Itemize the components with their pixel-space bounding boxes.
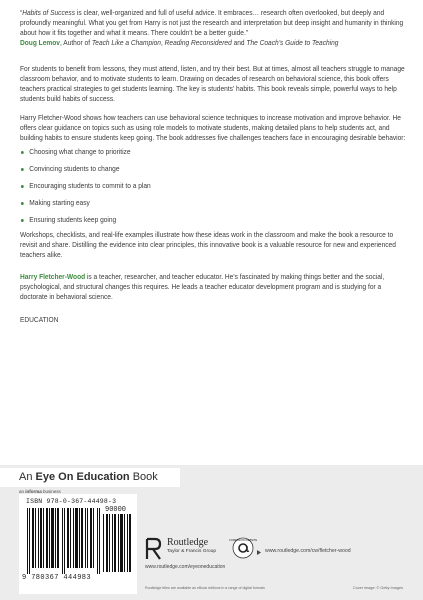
arrow-right-icon <box>256 549 263 556</box>
author-bio <box>20 272 408 302</box>
isbn-addon-text: 90000 <box>105 506 127 514</box>
informa-label: an informa business <box>19 489 61 494</box>
ebook-note: Routledge titles are available as eBook editions in a range of digital formats <box>145 586 265 590</box>
routledge-logo-icon <box>145 537 163 561</box>
list-item: Convincing students to change <box>20 164 408 181</box>
quote-text: is clear, well-organized and full of useful advice. It embraces… research often overlooked, but deeply and profoundly meaningful. What you get from Harry is not just the research and interpretation but deep insight and humanity in thinking about how it fits together and what it means. There couldn’t be a better guide.” <box>20 9 404 37</box>
description-paragraph-3: Workshops, checklists, and real-life examples illustrate how these ideas work in the classroom and make the book a resource to revisit and share. Distilling the evidence into clear principles, this innovative book is a valuable resource for new and experienced teachers alike. <box>20 231 396 259</box>
barcode-addon-icon <box>103 514 133 572</box>
cover-footer <box>0 465 423 600</box>
barcode-icon <box>27 508 101 574</box>
publisher-name: Routledge <box>167 537 209 548</box>
attr-book-2: Reading Reconsidered <box>164 39 232 47</box>
list-item: Choosing what change to prioritize <box>20 147 408 164</box>
publisher-sub: Taylor & Francis Group <box>167 549 217 554</box>
series-name: Eye On Education <box>35 471 130 483</box>
cover-image-credit: Cover image: © Getty Images <box>352 586 403 590</box>
companion-website-icon <box>228 537 258 559</box>
quote-book-title: Habits of Success <box>22 9 76 17</box>
challenge-list <box>20 147 408 232</box>
companion-label: COMPANION WEBSITE <box>228 539 258 543</box>
list-item: Ensuring students keep going <box>20 215 408 232</box>
publisher-url: www.routledge.com/eyeoneducation <box>145 564 226 570</box>
series-banner: An Eye On Education Book <box>0 468 180 487</box>
attr-book-1: Teach Like a Champion <box>91 39 161 47</box>
list-item: Encouraging students to commit to a plan <box>20 181 408 198</box>
isbn-text: ISBN 978-0-367-44498-3 <box>26 498 117 505</box>
companion-url: www.routledge.com/cw/fletcher-wood <box>265 548 351 554</box>
back-cover-text <box>20 8 408 325</box>
author-bio-text: is a teacher, researcher, and teacher educator. He’s fascinated by making things better and the social, psychological, and structural changes this requires. He leads a teacher educator development program and is studying for a doctorate in behavioral science. <box>20 273 385 301</box>
attr-book-3: The Coach’s Guide to Teaching <box>246 39 339 47</box>
companion-website-badge <box>228 537 258 564</box>
description-paragraph-2: Harry Fletcher-Wood shows how teachers can use behavioral science techniques to increase motivation and improve behavior. He offers clear guidance on topics such as using role models to motivate students, making detailed plans to help students act, and building habits to ensure students keep going. The book addresses five challenges teachers face in encouraging desirable behavior: <box>20 114 406 142</box>
subject-category: EDUCATION <box>20 316 59 324</box>
quote-attribution: Doug Lemov, Author of Teach Like a Champion, Reading Reconsidered and The Coach’s Guide to Teaching <box>20 39 339 47</box>
barcode-digits: 9 780367 444983 <box>22 574 92 582</box>
description-paragraph-1: For students to benefit from lessons, they must attend, listen, and try their best. But at times, almost all teachers struggle to manage classroom behavior, and to motivate students to learn. Drawing on decades of research on behavioral science, this book offers teachers practical strategies to get students learning. The key is students’ habits. This book reveals simple, powerful ways to help students build habits of success. <box>20 65 405 103</box>
barcode-box <box>19 494 137 594</box>
endorsement-quote: “Habits of Success is clear, well-organized and full of useful advice. It embraces… research often overlooked, but deeply and profoundly meaningful. What you get from Harry is not just the research and interpretation but deep insight and humanity in thinking about how it fits together and what it means. There couldn’t be a better guide.” <box>20 9 404 37</box>
author-name: Harry Fletcher-Wood <box>20 273 86 281</box>
list-item: Making starting easy <box>20 198 408 215</box>
quote-author: Doug Lemov <box>20 39 60 47</box>
